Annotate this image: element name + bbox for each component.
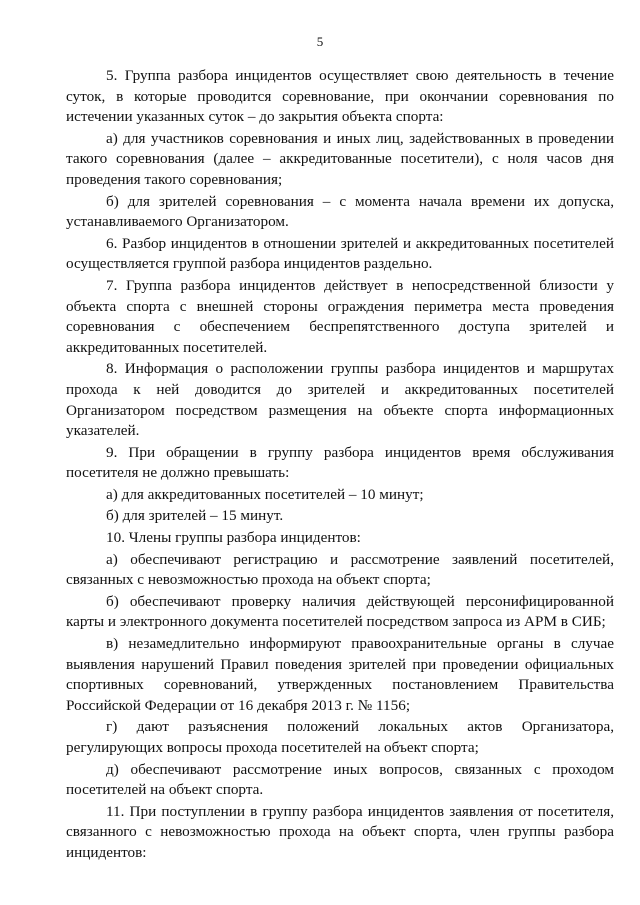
paragraph-10e: д) обеспечивают рассмотрение иных вопросов, связанных с проходом посетителей на объект спорта.: [66, 760, 614, 799]
paragraph-7: 7. Группа разбора инцидентов действует в непосредственной близости у объекта спорта с внешней стороны ограждения периметра места проведения соревнования с обеспечением беспрепятственного доступа зрителей и аккредитованных посетителей.: [66, 276, 614, 356]
paragraph-5b: б) для зрителей соревнования – с момента начала времени их допуска, устанавливаемого Организатором.: [66, 192, 614, 231]
paragraph-9: 9. При обращении в группу разбора инцидентов время обслуживания посетителя не должно превышать:: [66, 443, 614, 482]
paragraph-9b: б) для зрителей – 15 минут.: [106, 507, 284, 525]
paragraph-10: 10. Члены группы разбора инцидентов:: [106, 529, 361, 547]
paragraph-11: 11. При поступлении в группу разбора инцидентов заявления от посетителя, связанного с невозможностью прохода на объект спорта, член группы разбора инцидентов:: [66, 802, 614, 861]
paragraph-6: 6. Разбор инцидентов в отношении зрителей и аккредитованных посетителей осуществляется группой разбора инцидентов раздельно.: [66, 234, 614, 273]
paragraph-5a: а) для участников соревнования и иных лиц, задействованных в проведении такого соревнования (далее – аккредитованные посетители), с ноля часов дня проведения такого соревнования;: [66, 129, 614, 188]
paragraph-10b: б) обеспечивают проверку наличия действующей персонифицированной карты и электронного документа посетителей посредством запроса из АРМ в СИБ;: [66, 592, 614, 631]
paragraph-10c: в) незамедлительно информируют правоохранительные органы в случае выявления нарушений Правил поведения зрителей при проведении официальных спортивных соревнований, утвержденных постановлением Правительства Российской Федерации от 16 декабря 2013 г. № 1156;: [66, 635, 614, 714]
document-body: [66, 66, 614, 864]
page-number: 5: [316, 34, 324, 49]
paragraph-8: 8. Информация о расположении группы разбора инцидентов и маршрутах прохода к ней доводится до зрителей и аккредитованных посетителей Организатором посредством размещения на объекте спорта информационных указателей.: [66, 360, 614, 440]
paragraph-9a: а) для аккредитованных посетителей – 10 минут;: [106, 485, 424, 503]
paragraph-5: 5. Группа разбора инцидентов осуществляет свою деятельность в течение суток, в которые проводится соревнование, при окончании соревнования по истечении указанных суток – до закрытия объекта спорта:: [66, 67, 614, 126]
paragraph-10d: г) дают разъяснения положений локальных актов Организатора, регулирующих вопросы прохода посетителей на объект спорта;: [66, 718, 614, 756]
paragraph-10a: а) обеспечивают регистрацию и рассмотрение заявлений посетителей, связанных с невозможностью прохода на объект спорта;: [66, 550, 614, 589]
